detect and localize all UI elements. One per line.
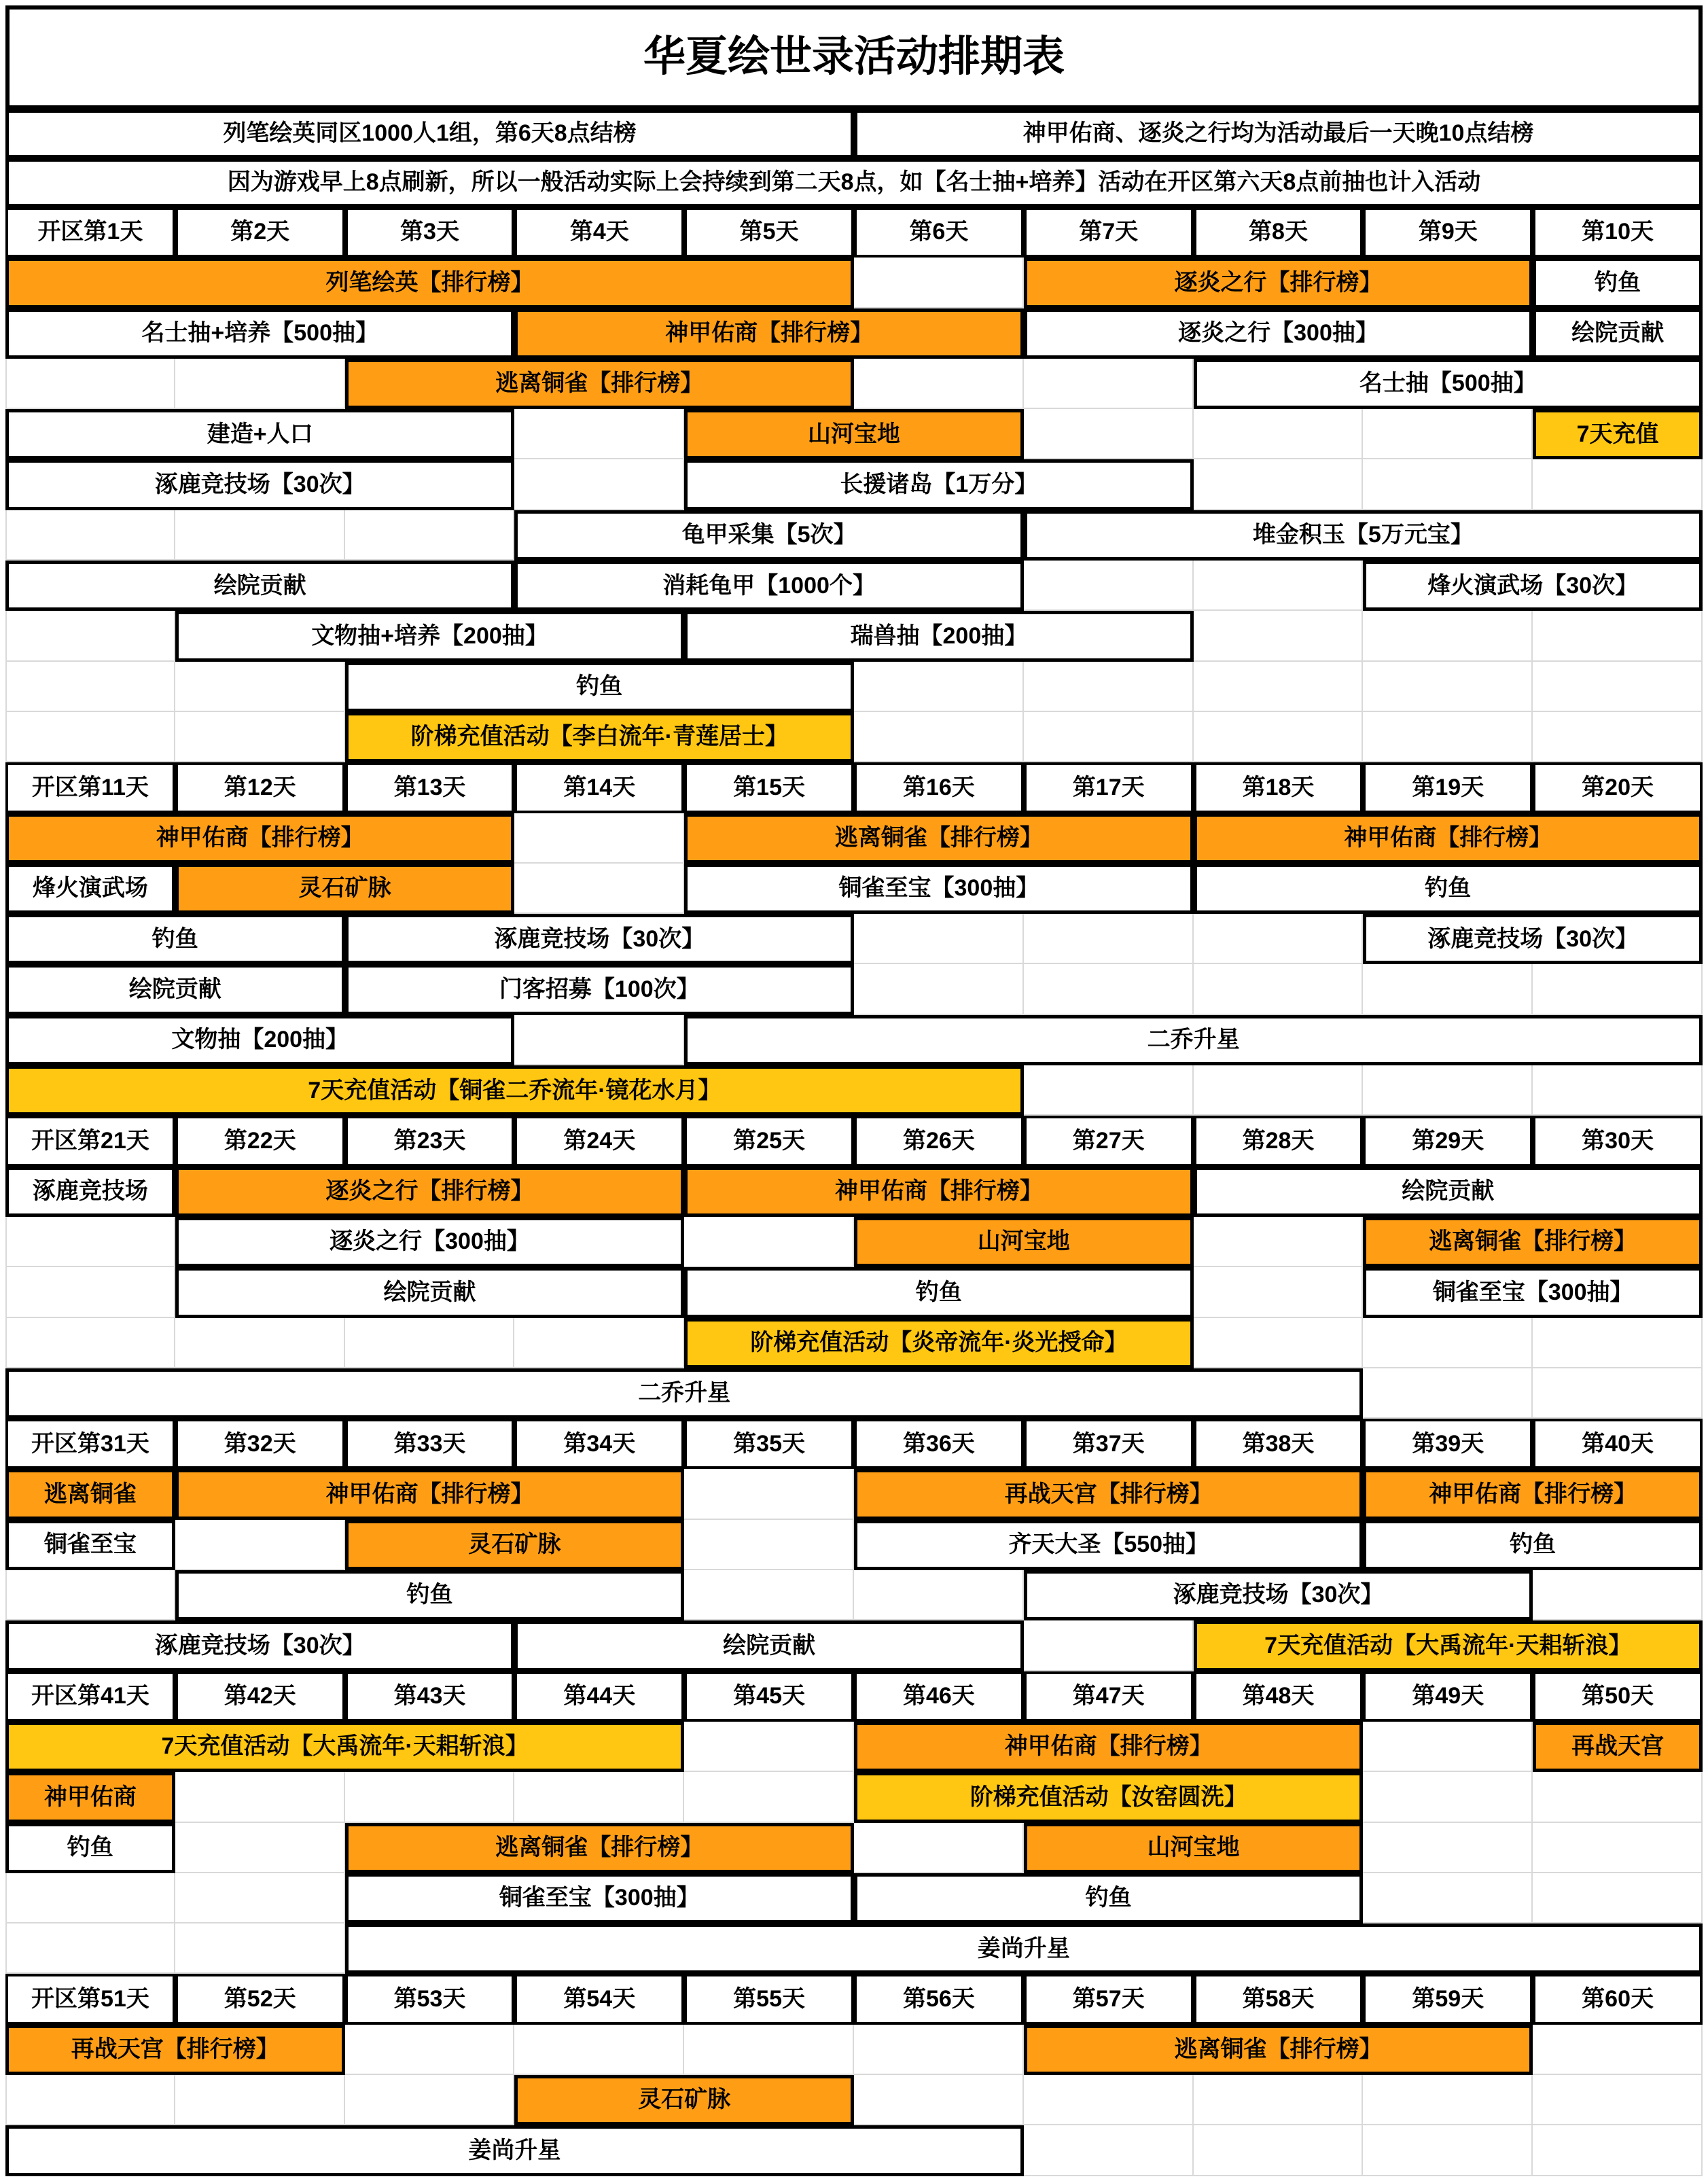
activity-cell: 再战天宫【排行榜】 — [5, 2025, 345, 2075]
activity-cell: 7天充值活动【大禹流年·天耜斩浪】 — [1194, 1620, 1703, 1671]
empty-cell — [1533, 964, 1703, 1014]
day-header-cell: 第47天 — [1024, 1671, 1194, 1722]
activity-row — [5, 914, 1703, 964]
activity-row — [5, 1772, 1703, 1822]
note-full: 因为游戏早上8点刷新，所以一般活动实际上会持续到第二天8点，如【名士抽+培养】活动在开区第六天8点前抽也计入活动 — [5, 158, 1703, 207]
empty-cell — [345, 1318, 515, 1368]
empty-cell — [5, 1873, 175, 1923]
empty-cell — [684, 1570, 854, 1620]
activity-cell: 逐炎之行【排行榜】 — [1024, 258, 1533, 308]
day-header-cell: 第45天 — [684, 1671, 854, 1722]
activity-cell: 逃离铜雀【排行榜】 — [684, 813, 1193, 864]
activity-cell: 文物抽【200抽】 — [5, 1015, 514, 1065]
activity-cell: 阶梯充值活动【汝窑圆洗】 — [854, 1772, 1363, 1822]
activity-cell: 山河宝地 — [684, 409, 1024, 459]
empty-cell — [854, 964, 1024, 1014]
activity-row — [5, 2025, 1703, 2075]
day-header-cell: 第13天 — [345, 762, 515, 813]
activity-cell: 铜雀至宝【300抽】 — [1363, 1267, 1703, 1317]
empty-cell — [1363, 1722, 1533, 1772]
activity-cell: 列笔绘英【排行榜】 — [5, 258, 854, 308]
empty-cell — [1024, 1620, 1194, 1671]
day-header-cell: 第49天 — [1363, 1671, 1533, 1722]
empty-cell — [1024, 712, 1194, 762]
day-header-cell: 第24天 — [514, 1116, 684, 1166]
day-header-cell: 第6天 — [854, 207, 1024, 258]
empty-cell — [1024, 964, 1194, 1014]
activity-cell: 绘院贡献 — [1194, 1167, 1703, 1217]
activity-cell: 绘院贡献 — [5, 561, 514, 611]
activity-cell: 铜雀至宝 — [5, 1520, 175, 1570]
day-header-cell: 第38天 — [1194, 1419, 1364, 1469]
empty-cell — [5, 611, 175, 661]
empty-cell — [1363, 459, 1533, 510]
day-header-cell: 第59天 — [1363, 1974, 1533, 2024]
day-header-cell: 第12天 — [175, 762, 345, 813]
day-header-cell: 第30天 — [1533, 1116, 1703, 1166]
day-header-cell: 第48天 — [1194, 1671, 1364, 1722]
empty-cell — [5, 1267, 175, 1317]
empty-cell — [175, 1318, 345, 1368]
day-header-cell: 第50天 — [1533, 1671, 1703, 1722]
empty-cell — [1194, 409, 1364, 459]
empty-cell — [684, 1722, 854, 1772]
activity-row — [5, 964, 1703, 1014]
activity-cell: 绘院贡献 — [1533, 308, 1703, 359]
activity-cell: 灵石矿脉 — [175, 864, 515, 914]
schedule-table — [5, 5, 1703, 2176]
activity-cell: 逃离铜雀【排行榜】 — [345, 359, 854, 409]
activity-row — [5, 258, 1703, 308]
day-header-cell: 第3天 — [345, 207, 515, 258]
activity-row — [5, 1368, 1703, 1419]
activity-row — [5, 1923, 1703, 1974]
empty-cell — [1533, 662, 1703, 712]
day-header-cell: 第56天 — [854, 1974, 1024, 2024]
note-row-1 — [5, 109, 1703, 158]
day-header-cell: 开区第41天 — [5, 1671, 175, 1722]
activity-cell: 二乔升星 — [684, 1015, 1703, 1065]
day-header-row — [5, 1974, 1703, 2024]
activity-cell: 神甲佑商【排行榜】 — [5, 813, 514, 864]
activity-row — [5, 1620, 1703, 1671]
empty-cell — [5, 359, 175, 409]
empty-cell — [1024, 662, 1194, 712]
empty-cell — [1024, 2075, 1194, 2125]
activity-cell: 钓鱼 — [345, 662, 854, 712]
activity-cell: 烽火演武场 — [5, 864, 175, 914]
activity-cell: 文物抽+培养【200抽】 — [175, 611, 684, 661]
day-header-cell: 第44天 — [514, 1671, 684, 1722]
empty-cell — [1363, 662, 1533, 712]
empty-cell — [1533, 1873, 1703, 1923]
empty-cell — [1533, 611, 1703, 661]
day-header-cell: 开区第11天 — [5, 762, 175, 813]
day-header-cell: 第39天 — [1363, 1419, 1533, 1469]
activity-row — [5, 1217, 1703, 1267]
empty-cell — [1194, 914, 1364, 964]
empty-cell — [1363, 409, 1533, 459]
activity-cell: 二乔升星 — [5, 1368, 1363, 1419]
activity-row — [5, 611, 1703, 661]
empty-cell — [1194, 1065, 1364, 1116]
empty-cell — [854, 2075, 1024, 2125]
activity-cell: 龟甲采集【5次】 — [514, 510, 1023, 561]
activity-cell: 铜雀至宝【300抽】 — [684, 864, 1193, 914]
note-row-2 — [5, 158, 1703, 207]
activity-row — [5, 1823, 1703, 1873]
day-header-row — [5, 762, 1703, 813]
empty-cell — [175, 1772, 345, 1822]
day-header-cell: 第2天 — [175, 207, 345, 258]
activity-row — [5, 459, 1703, 510]
empty-cell — [854, 914, 1024, 964]
empty-cell — [854, 258, 1024, 308]
day-header-cell: 第26天 — [854, 1116, 1024, 1166]
empty-cell — [1533, 2075, 1703, 2125]
title-row — [5, 5, 1703, 109]
activity-row — [5, 1873, 1703, 1923]
activity-cell: 钓鱼 — [5, 1823, 175, 1873]
activity-cell: 逃离铜雀【排行榜】 — [345, 1823, 854, 1873]
day-header-cell: 第16天 — [854, 762, 1024, 813]
activity-row — [5, 2125, 1703, 2176]
day-header-row — [5, 207, 1703, 258]
day-header-cell: 开区第51天 — [5, 1974, 175, 2024]
empty-cell — [175, 662, 345, 712]
empty-cell — [514, 1318, 684, 1368]
day-header-row — [5, 1419, 1703, 1469]
empty-cell — [1024, 561, 1194, 611]
activity-cell: 涿鹿竞技场【30次】 — [1363, 914, 1703, 964]
day-header-cell: 第19天 — [1363, 762, 1533, 813]
empty-cell — [514, 409, 684, 459]
activity-cell: 逃离铜雀【排行榜】 — [1363, 1217, 1703, 1267]
page-title: 华夏绘世录活动排期表 — [5, 5, 1703, 109]
empty-cell — [1194, 1318, 1364, 1368]
activity-cell: 名士抽+培养【500抽】 — [5, 308, 514, 359]
activity-cell: 瑞兽抽【200抽】 — [684, 611, 1193, 661]
empty-cell — [514, 459, 684, 510]
empty-cell — [684, 1217, 854, 1267]
day-header-cell: 第9天 — [1363, 207, 1533, 258]
empty-cell — [5, 662, 175, 712]
activity-row — [5, 308, 1703, 359]
empty-cell — [1024, 409, 1194, 459]
activity-cell: 逐炎之行【300抽】 — [175, 1217, 684, 1267]
activity-cell: 钓鱼 — [175, 1570, 684, 1620]
empty-cell — [854, 359, 1024, 409]
empty-cell — [1363, 964, 1533, 1014]
activity-cell: 钓鱼 — [1194, 864, 1703, 914]
activity-row — [5, 662, 1703, 712]
activity-cell: 涿鹿竞技场【30次】 — [5, 1620, 514, 1671]
day-header-cell: 第20天 — [1533, 762, 1703, 813]
activity-cell: 长援诸岛【1万分】 — [684, 459, 1193, 510]
activity-cell: 姜尚升星 — [5, 2125, 1024, 2176]
day-header-cell: 开区第1天 — [5, 207, 175, 258]
empty-cell — [1363, 1873, 1533, 1923]
empty-cell — [1533, 1318, 1703, 1368]
empty-cell — [345, 2075, 515, 2125]
day-header-cell: 第55天 — [684, 1974, 854, 2024]
day-header-cell: 第32天 — [175, 1419, 345, 1469]
activity-cell: 阶梯充值活动【李白流年·青莲居士】 — [345, 712, 854, 762]
empty-cell — [175, 510, 345, 561]
empty-cell — [1533, 2125, 1703, 2176]
empty-cell — [5, 1318, 175, 1368]
day-header-cell: 第60天 — [1533, 1974, 1703, 2024]
empty-cell — [1194, 1267, 1364, 1317]
activity-cell: 逃离铜雀 — [5, 1469, 175, 1519]
activity-cell: 涿鹿竞技场【30次】 — [5, 459, 514, 510]
empty-cell — [854, 662, 1024, 712]
activity-cell: 逃离铜雀【排行榜】 — [1024, 2025, 1533, 2075]
activity-cell: 神甲佑商【排行榜】 — [1363, 1469, 1703, 1519]
activity-cell: 铜雀至宝【300抽】 — [345, 1873, 854, 1923]
empty-cell — [175, 1823, 345, 1873]
empty-cell — [1194, 611, 1364, 661]
day-header-cell: 第36天 — [854, 1419, 1024, 1469]
empty-cell — [5, 1923, 175, 1974]
empty-cell — [514, 864, 684, 914]
activity-row — [5, 1065, 1703, 1116]
day-header-cell: 第40天 — [1533, 1419, 1703, 1469]
day-header-cell: 第14天 — [514, 762, 684, 813]
empty-cell — [5, 1217, 175, 1267]
activity-cell: 7天充值 — [1533, 409, 1703, 459]
day-header-cell: 第34天 — [514, 1419, 684, 1469]
activity-row — [5, 1267, 1703, 1317]
empty-cell — [5, 712, 175, 762]
day-header-cell: 第17天 — [1024, 762, 1194, 813]
empty-cell — [1024, 359, 1194, 409]
empty-cell — [1363, 1772, 1533, 1822]
empty-cell — [1024, 2125, 1194, 2176]
activity-row — [5, 1570, 1703, 1620]
empty-cell — [175, 712, 345, 762]
empty-cell — [1194, 2125, 1364, 2176]
empty-cell — [1363, 1368, 1533, 1419]
empty-cell — [175, 1520, 345, 1570]
empty-cell — [514, 1015, 684, 1065]
day-header-cell: 第22天 — [175, 1116, 345, 1166]
empty-cell — [5, 2075, 175, 2125]
empty-cell — [1194, 2075, 1364, 2125]
activity-cell: 钓鱼 — [854, 1873, 1363, 1923]
activity-cell: 神甲佑商【排行榜】 — [175, 1469, 684, 1519]
day-header-cell: 第46天 — [854, 1671, 1024, 1722]
day-header-cell: 第4天 — [514, 207, 684, 258]
empty-cell — [514, 813, 684, 864]
activity-row — [5, 712, 1703, 762]
empty-cell — [1533, 712, 1703, 762]
activity-cell: 钓鱼 — [684, 1267, 1193, 1317]
day-header-cell: 第10天 — [1533, 207, 1703, 258]
day-header-cell: 第18天 — [1194, 762, 1364, 813]
activity-cell: 山河宝地 — [854, 1217, 1194, 1267]
activity-cell: 绘院贡献 — [5, 964, 345, 1014]
day-header-cell: 第29天 — [1363, 1116, 1533, 1166]
day-header-cell: 第15天 — [684, 762, 854, 813]
empty-cell — [854, 1823, 1024, 1873]
activity-row — [5, 1318, 1703, 1368]
activity-cell: 灵石矿脉 — [345, 1520, 685, 1570]
empty-cell — [1363, 1065, 1533, 1116]
empty-cell — [1533, 2025, 1703, 2075]
empty-cell — [1363, 712, 1533, 762]
note-left: 列笔绘英同区1000人1组，第6天8点结榜 — [5, 109, 854, 158]
empty-cell — [684, 2025, 854, 2075]
empty-cell — [684, 1772, 854, 1822]
empty-cell — [175, 1923, 345, 1974]
activity-row — [5, 1722, 1703, 1772]
empty-cell — [1533, 1368, 1703, 1419]
day-header-cell: 第28天 — [1194, 1116, 1364, 1166]
day-header-cell: 开区第21天 — [5, 1116, 175, 1166]
activity-cell: 神甲佑商【排行榜】 — [514, 308, 1023, 359]
activity-cell: 神甲佑商【排行榜】 — [684, 1167, 1193, 1217]
empty-cell — [854, 712, 1024, 762]
day-header-cell: 第25天 — [684, 1116, 854, 1166]
activity-row — [5, 409, 1703, 459]
activity-cell: 钓鱼 — [1533, 258, 1703, 308]
activity-cell: 建造+人口 — [5, 409, 514, 459]
empty-cell — [1533, 1772, 1703, 1822]
activity-cell: 烽火演武场【30次】 — [1363, 561, 1703, 611]
schedule-blocks — [5, 207, 1703, 2176]
activity-cell: 涿鹿竞技场【30次】 — [345, 914, 854, 964]
empty-cell — [175, 2075, 345, 2125]
activity-cell: 神甲佑商【排行榜】 — [854, 1722, 1363, 1772]
day-header-cell: 第8天 — [1194, 207, 1364, 258]
day-header-cell: 第27天 — [1024, 1116, 1194, 1166]
empty-cell — [1194, 662, 1364, 712]
activity-cell: 山河宝地 — [1024, 1823, 1364, 1873]
activity-cell: 消耗龟甲【1000个】 — [514, 561, 1023, 611]
empty-cell — [684, 1520, 854, 1570]
day-header-cell: 第52天 — [175, 1974, 345, 2024]
empty-cell — [1363, 1823, 1533, 1873]
empty-cell — [1024, 914, 1194, 964]
activity-cell: 神甲佑商【排行榜】 — [1194, 813, 1703, 864]
empty-cell — [5, 510, 175, 561]
note-right: 神甲佑商、逐炎之行均为活动最后一天晚10点结榜 — [854, 109, 1703, 158]
activity-cell: 阶梯充值活动【炎帝流年·炎光授命】 — [684, 1318, 1193, 1368]
activity-cell: 涿鹿竞技场【30次】 — [1024, 1570, 1533, 1620]
empty-cell — [1533, 459, 1703, 510]
empty-cell — [1024, 1065, 1194, 1116]
empty-cell — [1363, 1318, 1533, 1368]
activity-row — [5, 510, 1703, 561]
empty-cell — [1194, 1217, 1364, 1267]
empty-cell — [514, 1772, 684, 1822]
activity-row — [5, 1469, 1703, 1519]
activity-cell: 涿鹿竞技场 — [5, 1167, 175, 1217]
empty-cell — [175, 359, 345, 409]
empty-cell — [175, 1873, 345, 1923]
activity-cell: 神甲佑商 — [5, 1772, 175, 1822]
activity-cell: 门客招募【100次】 — [345, 964, 854, 1014]
day-header-cell: 第35天 — [684, 1419, 854, 1469]
empty-cell — [345, 2025, 515, 2075]
day-header-cell: 第42天 — [175, 1671, 345, 1722]
day-header-cell: 第37天 — [1024, 1419, 1194, 1469]
activity-row — [5, 2075, 1703, 2125]
empty-cell — [1194, 459, 1364, 510]
activity-cell: 绘院贡献 — [175, 1267, 684, 1317]
activity-row — [5, 813, 1703, 864]
empty-cell — [1194, 561, 1364, 611]
day-header-cell: 开区第31天 — [5, 1419, 175, 1469]
day-header-cell: 第58天 — [1194, 1974, 1364, 2024]
activity-cell: 名士抽【500抽】 — [1194, 359, 1703, 409]
empty-cell — [1533, 1823, 1703, 1873]
activity-cell: 灵石矿脉 — [514, 2075, 854, 2125]
activity-row — [5, 1167, 1703, 1217]
day-header-row — [5, 1116, 1703, 1166]
activity-cell: 再战天宫 — [1533, 1722, 1703, 1772]
activity-cell: 7天充值活动【铜雀二乔流年·镜花水月】 — [5, 1065, 1024, 1116]
day-header-row — [5, 1671, 1703, 1722]
empty-cell — [345, 510, 515, 561]
activity-row — [5, 1520, 1703, 1570]
day-header-cell: 第7天 — [1024, 207, 1194, 258]
activity-cell: 堆金积玉【5万元宝】 — [1024, 510, 1703, 561]
empty-cell — [1363, 2125, 1533, 2176]
activity-cell: 7天充值活动【大禹流年·天耜斩浪】 — [5, 1722, 684, 1772]
activity-cell: 再战天宫【排行榜】 — [854, 1469, 1363, 1519]
day-header-cell: 第53天 — [345, 1974, 515, 2024]
activity-cell: 齐天大圣【550抽】 — [854, 1520, 1363, 1570]
activity-cell: 钓鱼 — [1363, 1520, 1703, 1570]
empty-cell — [1194, 712, 1364, 762]
empty-cell — [514, 2025, 684, 2075]
activity-row — [5, 359, 1703, 409]
day-header-cell: 第54天 — [514, 1974, 684, 2024]
activity-row — [5, 561, 1703, 611]
activity-cell: 逐炎之行【300抽】 — [1024, 308, 1533, 359]
empty-cell — [684, 1469, 854, 1519]
empty-cell — [854, 2025, 1024, 2075]
activity-cell: 绘院贡献 — [514, 1620, 1023, 1671]
activity-cell: 逐炎之行【排行榜】 — [175, 1167, 684, 1217]
empty-cell — [1363, 611, 1533, 661]
empty-cell — [1533, 1065, 1703, 1116]
empty-cell — [5, 1570, 175, 1620]
empty-cell — [1194, 964, 1364, 1014]
day-header-cell: 第23天 — [345, 1116, 515, 1166]
day-header-cell: 第57天 — [1024, 1974, 1194, 2024]
day-header-cell: 第43天 — [345, 1671, 515, 1722]
day-header-cell: 第33天 — [345, 1419, 515, 1469]
activity-cell: 姜尚升星 — [345, 1923, 1703, 1974]
empty-cell — [345, 1772, 515, 1822]
activity-row — [5, 1015, 1703, 1065]
activity-row — [5, 864, 1703, 914]
activity-cell: 钓鱼 — [5, 914, 345, 964]
empty-cell — [1363, 2075, 1533, 2125]
empty-cell — [1533, 1570, 1703, 1620]
empty-cell — [854, 1570, 1024, 1620]
day-header-cell: 第5天 — [684, 207, 854, 258]
